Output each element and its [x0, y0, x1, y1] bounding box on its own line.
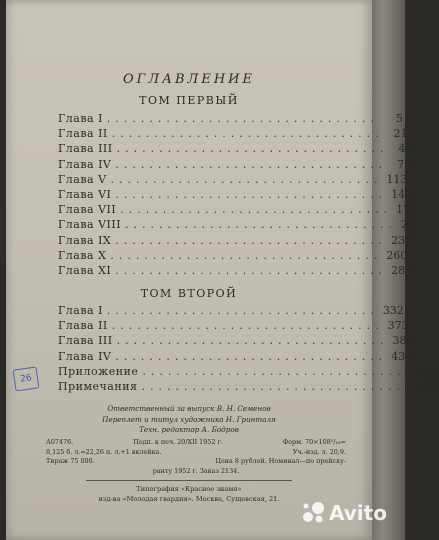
toc-page-number: 507	[417, 379, 439, 393]
toc-page-number: 332	[382, 304, 404, 317]
toc-chapter-label: Глава VIII	[58, 218, 122, 232]
imprint-publisher-sheets: Уч.-изд. л. 20,9.	[292, 447, 346, 456]
imprint-code: А07476.	[46, 438, 74, 446]
toc-page-number: 49	[398, 142, 413, 156]
toc-row	[58, 349, 413, 364]
toc-leader-dots: ................................	[115, 233, 388, 247]
credits-artist: Переплет и титул художника Н. Гринталя	[102, 414, 276, 424]
toc-chapter-label: Глава II	[58, 319, 108, 333]
avito-watermark	[300, 498, 387, 528]
toc-row	[58, 233, 413, 248]
toc-page-number: 387	[392, 334, 414, 348]
toc-page-number: 260	[386, 248, 408, 262]
toc-chapter-label: Глава I	[58, 304, 103, 317]
toc-chapter-label: Глава VI	[58, 187, 112, 201]
imprint-price: Цена 8 рублей. Номинал—по прейску-	[215, 457, 346, 465]
imprint-print-run: Тираж 75 000.	[46, 457, 95, 465]
toc-leader-dots: ................................	[106, 112, 379, 125]
imprint-block	[46, 438, 346, 476]
toc-page-number: 430	[391, 349, 413, 363]
toc-leader-dots: ................................	[111, 319, 384, 333]
toc-row	[58, 364, 439, 379]
toc-page-number: 5	[395, 112, 403, 125]
toc-row	[58, 248, 408, 263]
imprint-format: Форм. 70×108¹/₁₆=	[282, 438, 346, 446]
toc-leader-dots: ................................	[106, 304, 379, 317]
toc-row	[58, 157, 412, 172]
toc-chapter-label: Глава X	[58, 248, 107, 262]
volume1-title: ТОМ ПЕРВЫЙ	[139, 94, 239, 107]
toc-row	[58, 111, 403, 126]
toc-page-number: 77	[397, 157, 412, 171]
toc-leader-dots: ................................	[116, 334, 389, 348]
toc-title: ОГЛАВЛЕНИЕ	[122, 72, 255, 87]
toc-row	[58, 202, 418, 217]
toc-chapter-label: Глава VII	[58, 203, 117, 217]
volume2-toc	[58, 303, 439, 394]
toc-leader-dots: ................................	[115, 349, 388, 363]
inventory-stamp: 26	[13, 366, 40, 391]
toc-chapter-label: Глава II	[58, 127, 108, 141]
printer-name: Типография «Красное знамя»	[136, 485, 242, 493]
book-page	[6, 0, 439, 540]
divider	[86, 480, 292, 481]
toc-page-number: 21	[393, 127, 408, 141]
avito-logo-icon	[300, 500, 326, 526]
printer-address: изд-ва «Молодая гвардия». Москва, Сущевская, 21.	[98, 494, 280, 503]
toc-chapter-label: Глава IV	[58, 157, 112, 171]
toc-page-number: 113	[386, 172, 408, 186]
toc-row	[58, 303, 404, 318]
toc-leader-dots: ................................	[141, 379, 414, 393]
toc-row	[58, 263, 413, 278]
toc-row	[58, 318, 409, 333]
toc-leader-dots: ................................	[120, 203, 393, 217]
toc-chapter-label: Глава III	[58, 334, 113, 348]
toc-chapter-label: Примечания	[58, 379, 138, 393]
toc-leader-dots: ................................	[115, 157, 388, 171]
toc-leader-dots: ................................	[111, 127, 384, 141]
toc-row	[58, 126, 408, 141]
toc-row	[58, 379, 439, 394]
imprint-sheets: 8,125 б. л.=22,26 п. л.+1 вклейка.	[46, 447, 162, 456]
toc-page-number: 172	[396, 203, 418, 217]
volume1-toc	[58, 111, 422, 278]
toc-row	[58, 172, 408, 187]
toc-leader-dots: ................................	[125, 218, 397, 232]
toc-row	[58, 141, 413, 156]
toc-page-number: 234	[391, 233, 413, 247]
credits-editor: Ответственный за выпуск В. Н. Семенов	[107, 404, 271, 413]
toc-page-number: 142	[391, 187, 413, 201]
credits	[6, 404, 372, 436]
toc-leader-dots: ................................	[115, 263, 388, 277]
toc-page-number: 373	[387, 319, 409, 333]
toc-leader-dots: ................................	[110, 248, 383, 262]
watermark-text: Avito	[329, 501, 387, 525]
toc-leader-dots: ................................	[115, 187, 388, 201]
toc-row	[58, 333, 414, 348]
imprint-signed: Подп. к печ. 20/XII 1952 г.	[133, 438, 223, 446]
toc-chapter-label: Глава V	[58, 172, 107, 186]
toc-row	[58, 187, 413, 202]
toc-leader-dots: ................................	[110, 172, 383, 186]
imprint-order: ранту 1952 г. Заказ 2134.	[152, 466, 240, 475]
toc-chapter-label: Приложение	[58, 364, 139, 378]
credits-tech-editor: Техн. редактор А. Бодров	[139, 425, 239, 434]
toc-leader-dots: ................................	[116, 142, 389, 156]
toc-page-number: 287	[391, 263, 413, 277]
toc-chapter-label: Глава IX	[58, 233, 112, 247]
toc-page-number: 201	[400, 218, 422, 232]
toc-row	[58, 217, 422, 232]
toc-leader-dots: ................................	[142, 364, 415, 378]
volume2-title: ТОМ ВТОРОЙ	[140, 287, 238, 300]
toc-chapter-label: Глава I	[58, 112, 103, 125]
toc-chapter-label: Глава IV	[58, 349, 112, 363]
toc-page-number: 497	[418, 364, 439, 378]
toc-chapter-label: Глава III	[58, 142, 113, 156]
toc-chapter-label: Глава XI	[58, 263, 112, 277]
